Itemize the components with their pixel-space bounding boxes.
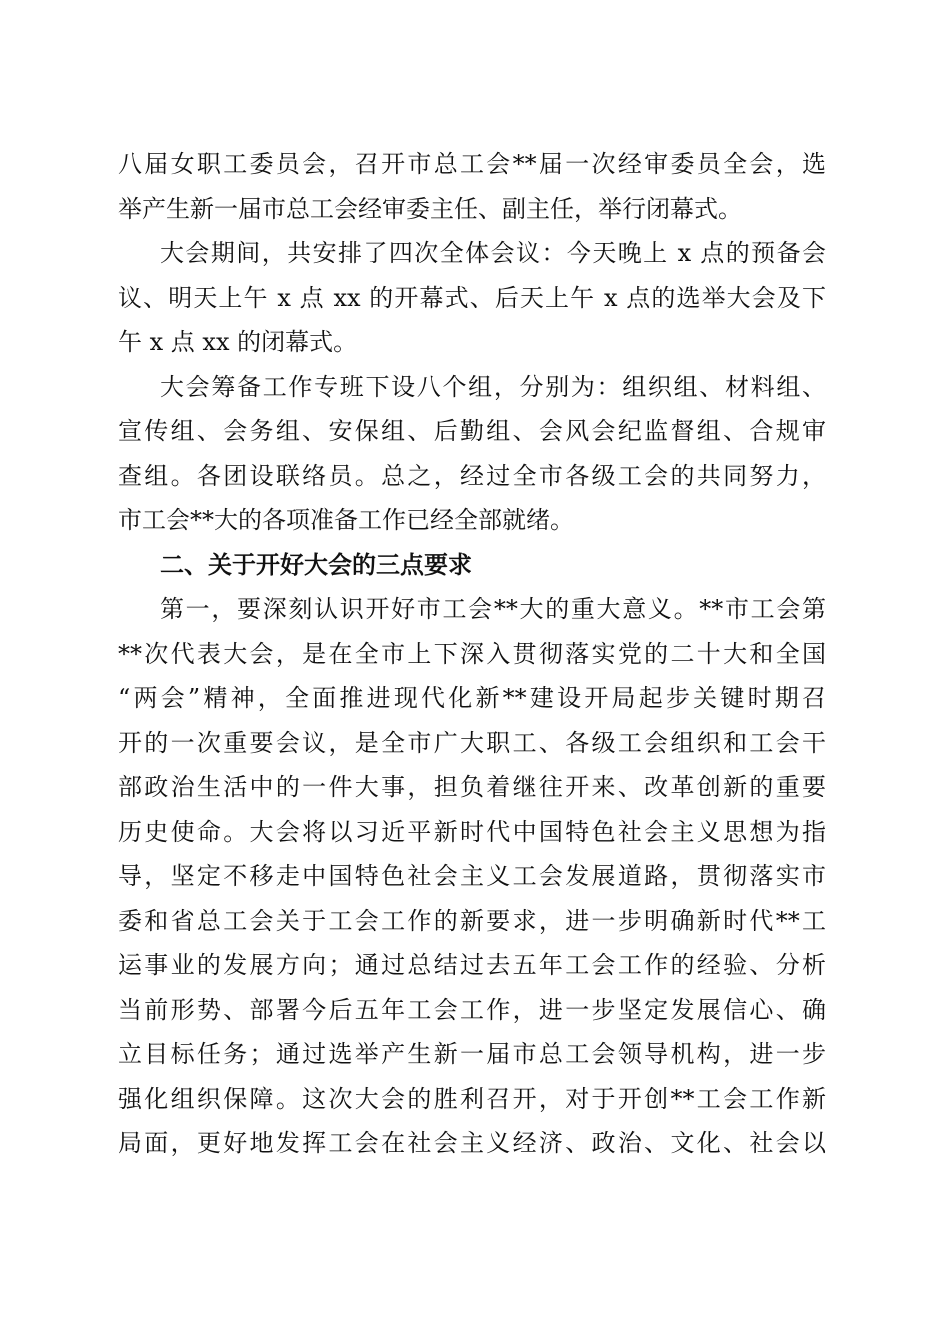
- text-line: 市工会**大的各项准备工作已经全部就绪。: [118, 506, 574, 534]
- paragraph-meeting-schedule: [118, 231, 826, 365]
- text-line: 强化组织保障。这次大会的胜利召开，对于开创**工会工作新: [118, 1084, 826, 1113]
- text-line: 历史使命。大会将以习近平新时代中国特色社会主义思想为指: [118, 817, 826, 846]
- document-body: [118, 142, 826, 1166]
- text-line: 开的一次重要会议，是全市广大职工、各级工会组织和工会干: [118, 728, 826, 757]
- text-line: 委和省总工会关于工会工作的新要求，进一步明确新时代**工: [118, 906, 826, 935]
- text-line: 导，坚定不移走中国特色社会主义工会发展道路，贯彻落实市: [118, 862, 826, 890]
- text-line: 局面，更好地发挥工会在社会主义经济、政治、文化、社会以: [118, 1129, 826, 1157]
- text-line: 宣传组、会务组、安保组、后勤组、会风会纪监督组、合规审: [118, 417, 826, 445]
- text-line: 部政治生活中的一件大事，担负着继往开来、改革创新的重要: [118, 773, 826, 801]
- text-line: “两会”精神，全面推进现代化新**建设开局起步关键时期召: [118, 684, 826, 712]
- section-heading: [118, 543, 826, 588]
- text-line: 举产生新一届市总工会经审委主任、副主任，举行闭幕式。: [118, 194, 742, 223]
- paragraph-significance: [118, 587, 826, 1166]
- paragraph-preparation-groups: [118, 365, 826, 543]
- text-line: 午 x 点 xx 的闭幕式。: [118, 328, 358, 356]
- text-line: 大会期间，共安排了四次全体会议：今天晚上 x 点的预备会: [160, 239, 826, 267]
- text-line: 八届女职工委员会，召开市总工会**届一次经审委员全会，选: [118, 150, 826, 178]
- text-line: 运事业的发展方向；通过总结过去五年工会工作的经验、分析: [118, 951, 826, 979]
- paragraph-continuation: [118, 142, 826, 231]
- text-line: **次代表大会，是在全市上下深入贯彻落实党的二十大和全国: [118, 639, 826, 668]
- text-line: 当前形势、部署今后五年工会工作，进一步坚定发展信心、确: [118, 995, 826, 1024]
- text-line: 查组。各团设联络员。总之，经过全市各级工会的共同努力，: [118, 461, 826, 490]
- heading-text: 二、关于开好大会的三点要求: [160, 550, 472, 579]
- text-line: 第一，要深刻认识开好市工会**大的重大意义。**市工会第: [160, 595, 826, 623]
- text-line: 立目标任务；通过选举产生新一届市总工会领导机构，进一步: [118, 1040, 826, 1068]
- text-line: 议、明天上午 x 点 xx 的开幕式、后天上午 x 点的选举大会及下: [118, 283, 826, 312]
- text-line: 大会筹备工作专班下设八个组，分别为：组织组、材料组、: [160, 372, 826, 401]
